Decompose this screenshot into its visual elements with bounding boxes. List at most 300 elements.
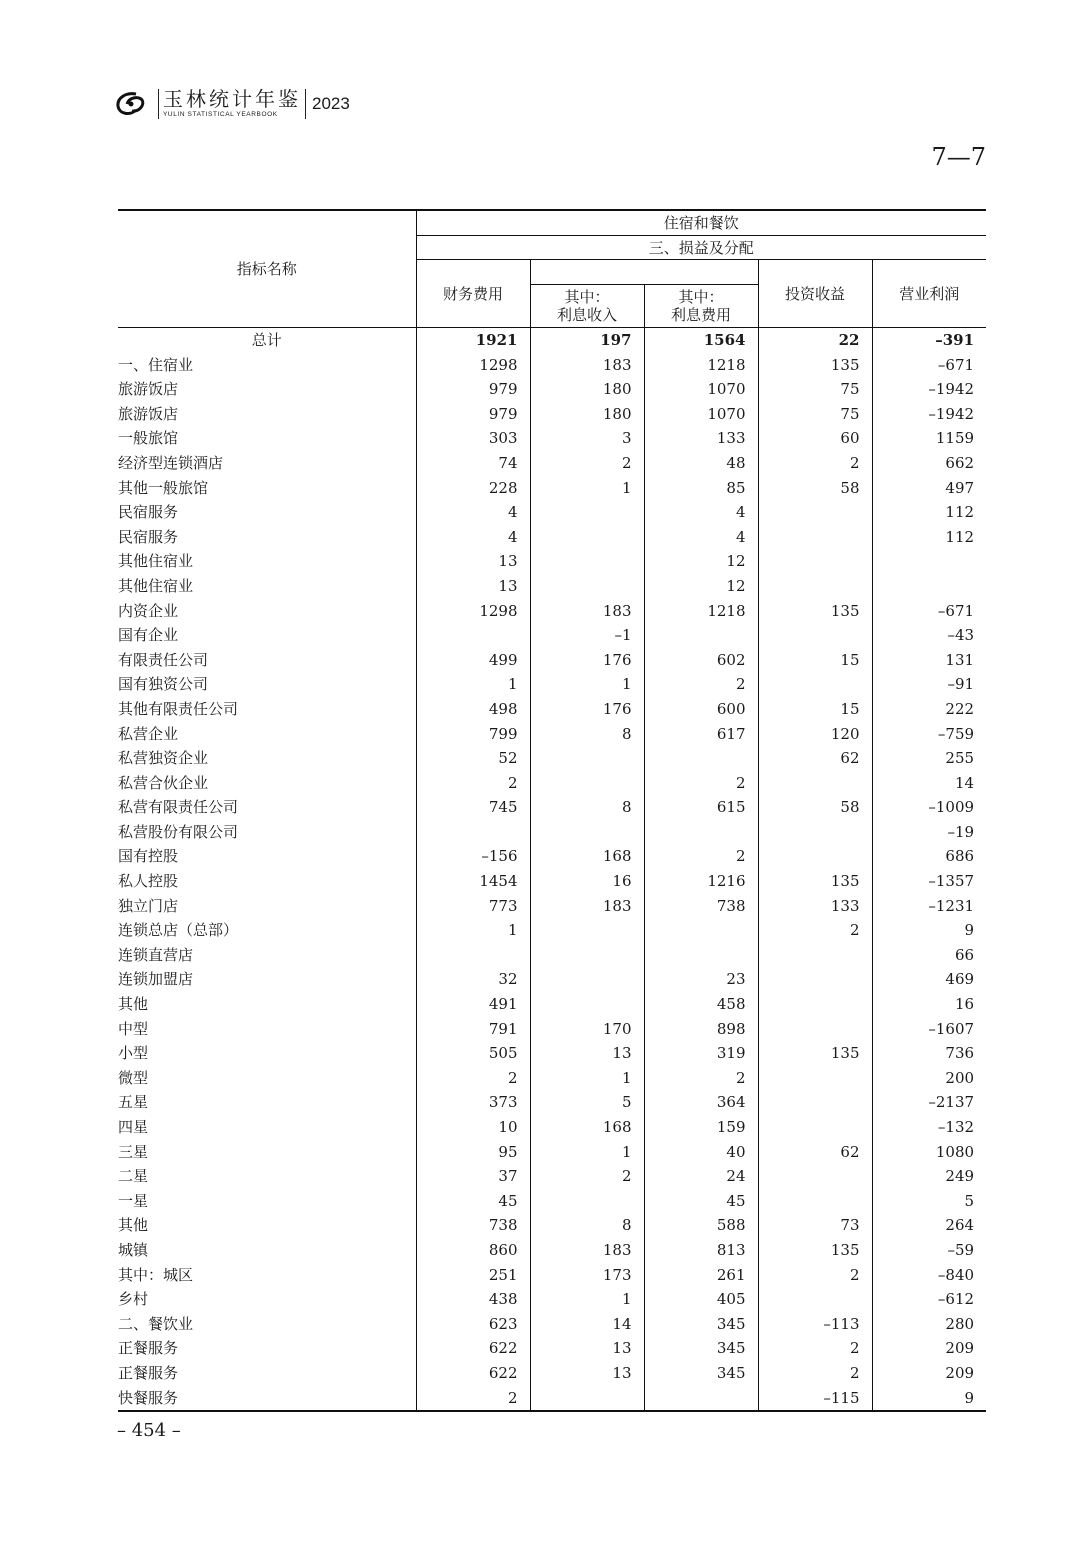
cell-value: 183 [530,894,644,919]
row-label: 小型 [118,1044,149,1063]
cell-value: 602 [644,648,758,673]
header-divider-2 [305,89,306,119]
table-row [118,451,986,476]
cell-value: 491 [416,992,530,1017]
cell-value: 979 [416,402,530,427]
table-number: 7—7 [931,143,986,171]
cell-value: –840 [872,1263,986,1288]
cell-value [758,1090,872,1115]
table-row [118,1386,986,1412]
cell-value: 95 [416,1140,530,1165]
table-row [118,426,986,451]
cell-value [530,967,644,992]
table-row [118,844,986,869]
cell-value: 176 [530,648,644,673]
cell-value: 2 [758,1263,872,1288]
cell-value: 2 [644,771,758,796]
cell-value: 183 [530,599,644,624]
cell-value: 85 [644,476,758,501]
table-row [118,1017,986,1042]
cell-value: 2 [758,451,872,476]
cell-value: 23 [644,967,758,992]
cell-value: 622 [416,1361,530,1386]
page-number: – 454 – [117,1420,181,1441]
table-row [118,1140,986,1165]
cell-value: 458 [644,992,758,1017]
table-body [118,328,986,1412]
brand-subtitle: YULIN STATISTICAL YEARBOOK [163,111,278,119]
cell-value: 8 [530,795,644,820]
cell-value: 37 [416,1164,530,1189]
cell-value: 58 [758,476,872,501]
col-interest-income [530,285,644,328]
header-blank [530,260,758,285]
cell-value: 58 [758,795,872,820]
cell-value: 1070 [644,402,758,427]
cell-value: 623 [416,1312,530,1337]
cell-value: 617 [644,722,758,747]
cell-value: 686 [872,844,986,869]
cell-value: 112 [872,500,986,525]
row-label: 一星 [118,1191,149,1210]
row-label: 私营独资企业 [118,749,209,768]
of-which-label: 其中： [678,288,724,306]
table-row [118,672,986,697]
yearbook-logo-icon [114,90,148,118]
brand [163,89,301,119]
row-label: 连锁直营店 [118,945,194,964]
table-row [118,574,986,599]
cell-value: 12 [644,549,758,574]
cell-value: 112 [872,525,986,550]
cell-value: –2137 [872,1090,986,1115]
cell-value [644,943,758,968]
cell-value: 1080 [872,1140,986,1165]
row-label: 城镇 [118,1240,149,1259]
cell-value: 255 [872,746,986,771]
cell-value [530,525,644,550]
cell-value: 2 [530,1164,644,1189]
of-which-label: 其中： [564,288,610,306]
cell-value: 62 [758,746,872,771]
cell-value: 3 [530,426,644,451]
cell-value: 600 [644,697,758,722]
cell-value: 135 [758,599,872,624]
cell-value: 9 [872,918,986,943]
cell-value [758,1115,872,1140]
table-row [118,894,986,919]
cell-value: 209 [872,1361,986,1386]
cell-value: 135 [758,1041,872,1066]
row-label: 其中：城区 [118,1265,194,1284]
table-row [118,869,986,894]
table-row [118,967,986,992]
cell-value: 373 [416,1090,530,1115]
cell-value: –1942 [872,377,986,402]
cell-value: 2 [644,1066,758,1091]
row-header: 指标名称 [118,210,416,328]
table-row [118,476,986,501]
cell-value: 73 [758,1213,872,1238]
cell-value [872,549,986,574]
table-row [118,1189,986,1214]
row-label: 连锁总店（总部） [118,921,239,940]
row-label: 私营企业 [118,724,179,743]
cell-value [758,1287,872,1312]
cell-value: 2 [416,1066,530,1091]
cell-value: 1218 [644,599,758,624]
cell-value: 4 [416,525,530,550]
cell-value: 738 [416,1213,530,1238]
table-row [118,1263,986,1288]
cell-value: 133 [644,426,758,451]
cell-value: 8 [530,722,644,747]
table-row [118,820,986,845]
cell-value [530,500,644,525]
cell-value [758,623,872,648]
cell-value: 498 [416,697,530,722]
cell-value: 898 [644,1017,758,1042]
row-label: 快餐服务 [118,1386,416,1412]
col-interest-expense [644,285,758,328]
cell-value: 662 [872,451,986,476]
cell-value: 2 [530,451,644,476]
row-label: 其他 [118,995,149,1014]
cell-value: 860 [416,1238,530,1263]
cell-value [416,820,530,845]
statistics-table [118,209,986,1412]
row-label: 中型 [118,1019,149,1038]
cell-value: 9 [872,1386,986,1412]
row-label: 私营有限责任公司 [118,798,239,817]
table-row [118,992,986,1017]
cell-value: 10 [416,1115,530,1140]
cell-value: 1298 [416,353,530,378]
row-label: 其他一般旅馆 [118,478,209,497]
cell-value [758,549,872,574]
row-label: 旅游饭店 [118,380,179,399]
cell-value: 52 [416,746,530,771]
cell-value: 773 [416,894,530,919]
cell-value: 45 [416,1189,530,1214]
row-label: 私营股份有限公司 [118,822,239,841]
cell-value: 615 [644,795,758,820]
table-row [118,771,986,796]
cell-value: –391 [872,328,986,353]
cell-value: 8 [530,1213,644,1238]
col-investment-income: 投资收益 [758,260,872,328]
cell-value: 1564 [644,328,758,353]
cell-value [644,820,758,845]
col-operating-profit: 营业利润 [872,260,986,328]
cell-value [530,771,644,796]
cell-value: 32 [416,967,530,992]
cell-value: 133 [758,894,872,919]
brand-title: 玉林统计年鉴 [163,87,301,112]
cell-value: –43 [872,623,986,648]
cell-value: 738 [644,894,758,919]
cell-value: 120 [758,722,872,747]
cell-value: 2 [416,1386,530,1412]
cell-value [416,623,530,648]
cell-value: 135 [758,353,872,378]
row-label: 连锁加盟店 [118,970,194,989]
cell-value [758,574,872,599]
cell-value: 1921 [416,328,530,353]
cell-value: 736 [872,1041,986,1066]
cell-value: 438 [416,1287,530,1312]
row-label: 国有控股 [118,847,179,866]
cell-value [758,1189,872,1214]
row-label: 旅游饭店 [118,404,179,423]
cell-value [530,820,644,845]
table-row [118,1238,986,1263]
cell-value: 1454 [416,869,530,894]
row-label: 五星 [118,1093,149,1112]
cell-value: 74 [416,451,530,476]
col-finance-cost: 财务费用 [416,260,530,328]
cell-value: 75 [758,377,872,402]
cell-value [758,525,872,550]
cell-value: 131 [872,648,986,673]
cell-value: 13 [416,549,530,574]
cell-value: 24 [644,1164,758,1189]
table-row [118,1115,986,1140]
cell-value: 979 [416,377,530,402]
row-label: 民宿服务 [118,527,179,546]
cell-value: –1942 [872,402,986,427]
cell-value [530,918,644,943]
cell-value: 168 [530,844,644,869]
row-label: 独立门店 [118,896,179,915]
cell-value: 13 [530,1336,644,1361]
table-row [118,377,986,402]
cell-value [758,943,872,968]
cell-value: 345 [644,1336,758,1361]
cell-value: –612 [872,1287,986,1312]
cell-value [758,967,872,992]
table-row [118,795,986,820]
cell-value: 1 [530,476,644,501]
cell-value: 13 [416,574,530,599]
cell-value: 1 [530,1287,644,1312]
row-label: 乡村 [118,1290,149,1309]
cell-value: –759 [872,722,986,747]
table-row [118,402,986,427]
cell-value: 261 [644,1263,758,1288]
table-row [118,328,986,353]
cell-value: 799 [416,722,530,747]
cell-value [644,918,758,943]
row-label: 私人控股 [118,872,179,891]
cell-value: 60 [758,426,872,451]
interest-expense-label: 利息费用 [670,306,731,324]
row-label: 二、餐饮业 [118,1314,194,1333]
cell-value: 62 [758,1140,872,1165]
cell-value: 209 [872,1336,986,1361]
cell-value: 249 [872,1164,986,1189]
cell-value: 1 [416,918,530,943]
table-row [118,1361,986,1386]
cell-value: 170 [530,1017,644,1042]
table-row [118,1312,986,1337]
cell-value: 5 [872,1189,986,1214]
cell-value [530,574,644,599]
cell-value [530,549,644,574]
table-row [118,722,986,747]
cell-value: 16 [530,869,644,894]
cell-value: –1231 [872,894,986,919]
row-label: 三星 [118,1142,149,1161]
row-label: 民宿服务 [118,503,179,522]
table-row [118,1287,986,1312]
row-label: 国有企业 [118,626,179,645]
header-divider [158,89,159,119]
cell-value: 180 [530,402,644,427]
cell-value: 15 [758,697,872,722]
row-label: 私营合伙企业 [118,773,209,792]
cell-value [758,500,872,525]
cell-value: 12 [644,574,758,599]
table-row [118,1041,986,1066]
cell-value: 264 [872,1213,986,1238]
cell-value [416,943,530,968]
cell-value: 228 [416,476,530,501]
row-label: 其他住宿业 [118,552,194,571]
cell-value: 2 [644,672,758,697]
cell-value: 345 [644,1312,758,1337]
col-group-top: 住宿和餐饮 [416,210,986,236]
table-row [118,1164,986,1189]
table-row [118,1090,986,1115]
col-group-sub: 三、损益及分配 [416,236,986,260]
cell-value: 588 [644,1213,758,1238]
row-label: 国有独资公司 [118,675,209,694]
cell-value [758,1164,872,1189]
cell-value: 405 [644,1287,758,1312]
cell-value: 176 [530,697,644,722]
cell-value: 2 [758,918,872,943]
cell-value [758,844,872,869]
cell-value: 22 [758,328,872,353]
page-header [114,86,350,122]
cell-value: 200 [872,1066,986,1091]
table-row [118,746,986,771]
cell-value: 1070 [644,377,758,402]
table-row [118,525,986,550]
row-label: 二星 [118,1167,149,1186]
row-label: 一、住宿业 [118,355,194,374]
row-label: 其他 [118,1216,149,1235]
table-row [118,1213,986,1238]
cell-value: 5 [530,1090,644,1115]
cell-value: 4 [416,500,530,525]
cell-value: 197 [530,328,644,353]
cell-value [758,820,872,845]
row-label: 有限责任公司 [118,650,209,669]
cell-value: 499 [416,648,530,673]
table-row [118,353,986,378]
cell-value: 180 [530,377,644,402]
cell-value: 183 [530,1238,644,1263]
cell-value: 497 [872,476,986,501]
cell-value: –1607 [872,1017,986,1042]
cell-value: 1 [416,672,530,697]
table-row [118,918,986,943]
row-label: 其他有限责任公司 [118,699,239,718]
row-label: 微型 [118,1068,149,1087]
cell-value: 222 [872,697,986,722]
cell-value: 469 [872,967,986,992]
cell-value: –59 [872,1238,986,1263]
table-row [118,1066,986,1091]
table-row [118,599,986,624]
cell-value: 48 [644,451,758,476]
cell-value: –113 [758,1312,872,1337]
cell-value: –115 [758,1386,872,1412]
cell-value: 1 [530,1066,644,1091]
table-row [118,697,986,722]
cell-value [530,1189,644,1214]
interest-income-label: 利息收入 [556,306,617,324]
cell-value [530,1386,644,1412]
row-label: 经济型连锁酒店 [118,453,224,472]
cell-value: –1 [530,623,644,648]
cell-value: 183 [530,353,644,378]
cell-value: 2 [758,1336,872,1361]
cell-value: –1357 [872,869,986,894]
cell-value: 135 [758,1238,872,1263]
cell-value: 2 [416,771,530,796]
cell-value [530,992,644,1017]
cell-value: 1298 [416,599,530,624]
cell-value: 1216 [644,869,758,894]
cell-value: –91 [872,672,986,697]
cell-value: –671 [872,353,986,378]
cell-value: –19 [872,820,986,845]
cell-value [644,1386,758,1412]
row-label: 总计 [118,328,416,353]
row-label: 正餐服务 [118,1339,179,1358]
cell-value: 2 [758,1361,872,1386]
cell-value: 1 [530,1140,644,1165]
table-row [118,1336,986,1361]
cell-value [644,623,758,648]
cell-value: 173 [530,1263,644,1288]
cell-value: 813 [644,1238,758,1263]
brand-year: 2023 [312,94,350,113]
cell-value: 303 [416,426,530,451]
cell-value [530,943,644,968]
cell-value: 66 [872,943,986,968]
cell-value: 75 [758,402,872,427]
cell-value: 1218 [644,353,758,378]
table-row [118,943,986,968]
cell-value: –132 [872,1115,986,1140]
cell-value: 14 [530,1312,644,1337]
row-label: 四星 [118,1118,149,1136]
cell-value: 16 [872,992,986,1017]
table-row [118,549,986,574]
row-label: 一般旅馆 [118,429,179,448]
cell-value: 159 [644,1115,758,1140]
cell-value [530,746,644,771]
table-row [118,648,986,673]
cell-value [758,1066,872,1091]
row-label: 正餐服务 [118,1363,179,1382]
cell-value: –1009 [872,795,986,820]
cell-value: 1 [530,672,644,697]
